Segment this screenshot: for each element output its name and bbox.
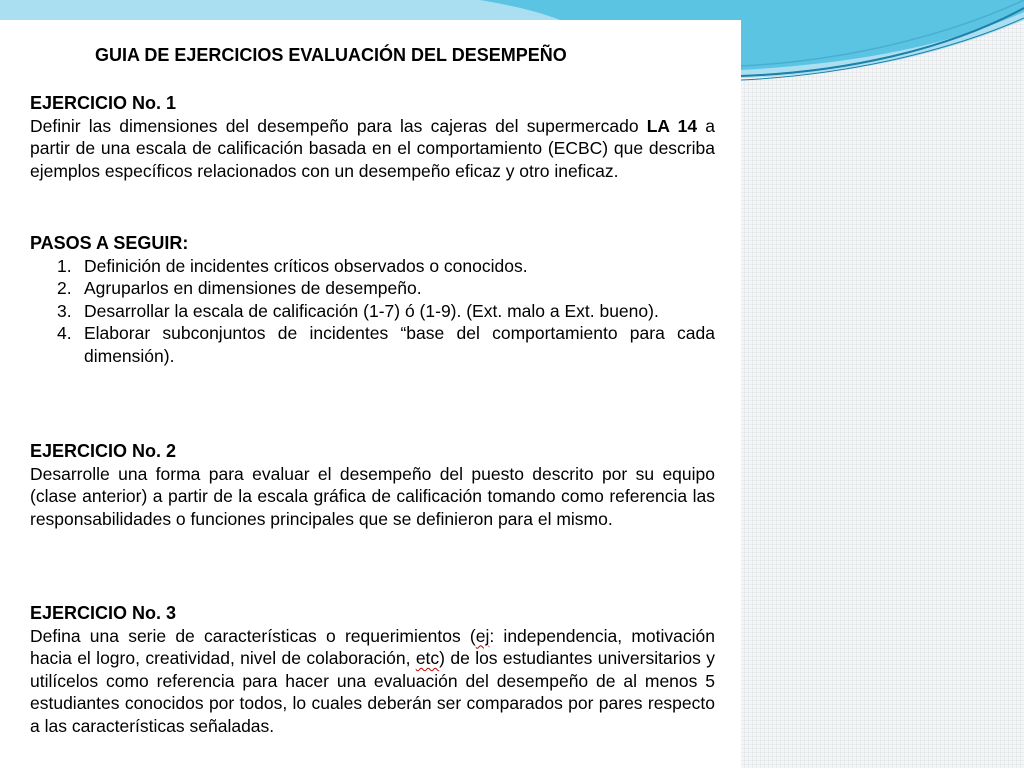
exercise-1	[30, 92, 715, 182]
exercise-2-heading: EJERCICIO No. 2	[30, 441, 177, 461]
exercise-2-text: Desarrolle una forma para evaluar el desempeño del puesto descrito por su equipo (clase anterior) a partir de la escala gráfica de calificación tomando como referencia las responsabilidades o funciones principales que se definieron para el mismo.	[30, 463, 715, 529]
step-number: 1.	[57, 255, 72, 276]
step-number: 3.	[57, 300, 72, 321]
store-name-text: LA 14	[646, 115, 698, 136]
list-item	[30, 322, 715, 367]
exercise-3-heading: EJERCICIO No. 3	[30, 603, 177, 623]
exercise-1-text	[30, 115, 715, 183]
exercise-2	[30, 440, 715, 530]
exercise-1-text-after: a partir de una escala de calificación basada en el comportamiento (ECBC) que describa ejemplos específicos relacionados con un desempeño eficaz y otro ineficaz.	[30, 115, 715, 181]
steps-list	[30, 255, 715, 368]
step-number: 2.	[57, 278, 72, 299]
exercise-3	[30, 602, 715, 738]
spelling-mark-etc: etc	[415, 648, 440, 669]
list-item	[30, 300, 715, 323]
step-text: Elaborar subconjuntos de incidentes “base del comportamiento para cada dimensión).	[84, 323, 715, 366]
exercise-3-text-2: : independencia, motivación hacia el logro, creatividad, nivel de colaboración,	[30, 625, 715, 669]
list-item	[30, 255, 715, 278]
steps-heading: PASOS A SEGUIR:	[30, 233, 189, 253]
document-page	[0, 20, 741, 768]
list-item	[30, 277, 715, 300]
document-title: GUIA DE EJERCICIOS EVALUACIÓN DEL DESEMPEÑO	[95, 45, 567, 65]
step-number: 4.	[57, 323, 72, 344]
step-text: Desarrollar la escala de calificación (1-7) ó (1-9). (Ext. malo a Ext. bueno).	[84, 300, 659, 321]
steps-section	[30, 232, 715, 368]
exercise-1-text-before: Definir las dimensiones del desempeño para las cajeras del supermercado	[30, 115, 639, 136]
step-text: Definición de incidentes críticos observados o conocidos.	[84, 255, 528, 276]
step-text: Agruparlos en dimensiones de desempeño.	[84, 278, 422, 299]
exercise-1-heading: EJERCICIO No. 1	[30, 93, 177, 113]
exercise-3-text	[30, 625, 715, 738]
exercise-3-text-1: Defina una serie de características o requerimientos (	[30, 625, 476, 646]
spelling-mark-ej: ej	[475, 625, 490, 646]
exercise-3-text-3: ) de los estudiantes universitarios y utilícelos como referencia para hacer una evaluación del desempeño de al menos 5 estudiantes conocidos por todos, lo cuales deberán ser comparados por pares respecto a las características señaladas.	[30, 648, 715, 736]
store-name	[647, 116, 697, 136]
